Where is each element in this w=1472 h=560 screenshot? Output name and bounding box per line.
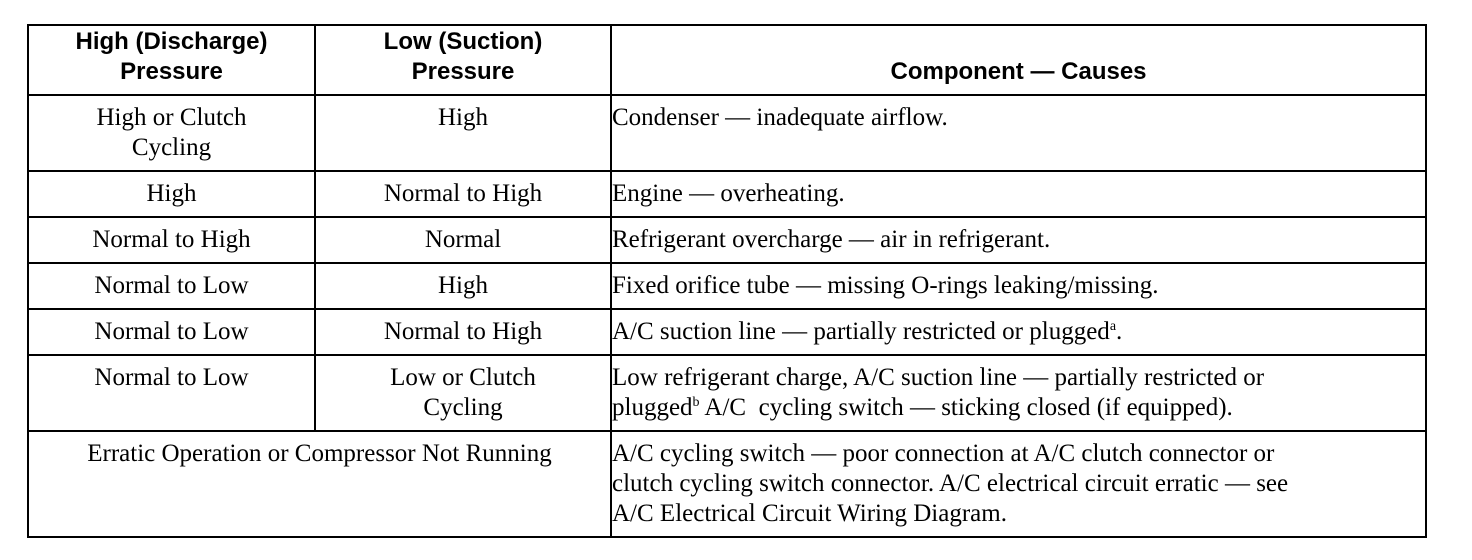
cause-text-tail: . xyxy=(1116,318,1123,345)
cell-text: High xyxy=(438,104,488,131)
cell-text: High xyxy=(438,272,488,299)
header-low-line2: Pressure xyxy=(411,58,515,85)
cause-cell xyxy=(611,355,1426,431)
low-pressure-cell xyxy=(315,217,611,263)
merged-pressure-cell xyxy=(28,431,611,537)
cell-text: Normal to High xyxy=(383,318,543,345)
high-pressure-cell xyxy=(28,263,315,309)
cell-text: High xyxy=(146,180,197,207)
cell-text: clutch cycling switch connector. A/C electrical circuit erratic — see xyxy=(612,470,1289,497)
header-component-label: Component — Causes xyxy=(890,58,1147,85)
header-low-line1: Low (Suction) xyxy=(383,28,543,55)
cell-text: Normal to High xyxy=(383,180,543,207)
cause-cell xyxy=(611,95,1426,171)
high-pressure-cell xyxy=(28,217,315,263)
table-row xyxy=(28,263,1426,309)
cause-text: A/C suction line — partially restricted or plugged xyxy=(612,318,1110,345)
cell-text: A/C Electrical Circuit Wiring Diagram. xyxy=(612,500,1007,527)
cause-cell xyxy=(611,171,1426,217)
cause-cell xyxy=(611,309,1426,355)
table-row xyxy=(28,309,1426,355)
cell-text: Low refrigerant charge, A/C suction line — partially restricted or xyxy=(612,364,1265,391)
header-low-pressure xyxy=(315,25,611,95)
cell-text: High or Clutch xyxy=(96,104,247,131)
header-high-pressure xyxy=(28,25,315,95)
low-pressure-cell xyxy=(315,171,611,217)
header-high-line2: Pressure xyxy=(120,58,223,85)
table-row xyxy=(28,217,1426,263)
high-pressure-cell xyxy=(28,95,315,171)
low-pressure-cell xyxy=(315,95,611,171)
cell-text: Engine — overheating. xyxy=(612,180,845,207)
header-component-causes xyxy=(611,25,1426,95)
cell-text: Refrigerant overcharge — air in refrigerant. xyxy=(612,226,1051,253)
cause-text: plugged xyxy=(612,394,693,421)
header-row xyxy=(28,25,1426,95)
high-pressure-cell xyxy=(28,355,315,431)
cell-text: Normal to High xyxy=(92,226,251,253)
cell-text: Condenser — inadequate airflow. xyxy=(612,104,948,131)
low-pressure-cell xyxy=(315,355,611,431)
header-high-line1: High (Discharge) xyxy=(75,28,268,55)
cell-text: Fixed orifice tube — missing O-rings leaking/missing. xyxy=(612,272,1159,299)
footnote-marker: a xyxy=(1109,319,1117,334)
high-pressure-cell xyxy=(28,309,315,355)
cell-text: Normal xyxy=(424,226,502,253)
table-row xyxy=(28,171,1426,217)
cell-text: Normal to Low xyxy=(94,364,249,391)
cell-text: Low or Clutch xyxy=(390,364,536,391)
cell-text: Normal to Low xyxy=(94,272,249,299)
cause-cell xyxy=(611,263,1426,309)
high-pressure-cell xyxy=(28,171,315,217)
low-pressure-cell xyxy=(315,309,611,355)
cause-cell xyxy=(611,217,1426,263)
cell-text xyxy=(612,317,1425,347)
cell-text: Normal to Low xyxy=(94,318,249,345)
low-pressure-cell xyxy=(315,263,611,309)
cell-text: Cycling xyxy=(131,134,212,161)
cell-text: A/C cycling switch — poor connection at A/C clutch connector or xyxy=(612,440,1275,467)
diagnosis-table xyxy=(27,24,1427,538)
table-row xyxy=(28,355,1426,431)
table-row xyxy=(28,95,1426,171)
table-row xyxy=(28,431,1426,537)
cause-cell xyxy=(611,431,1426,537)
cause-text-tail: A/C cycling switch — sticking closed (if equipped). xyxy=(699,394,1233,421)
cell-text: Erratic Operation or Compressor Not Running xyxy=(87,440,552,467)
cell-text: Cycling xyxy=(423,394,503,421)
footnote-marker: b xyxy=(692,395,700,410)
cell-text xyxy=(612,393,1425,423)
